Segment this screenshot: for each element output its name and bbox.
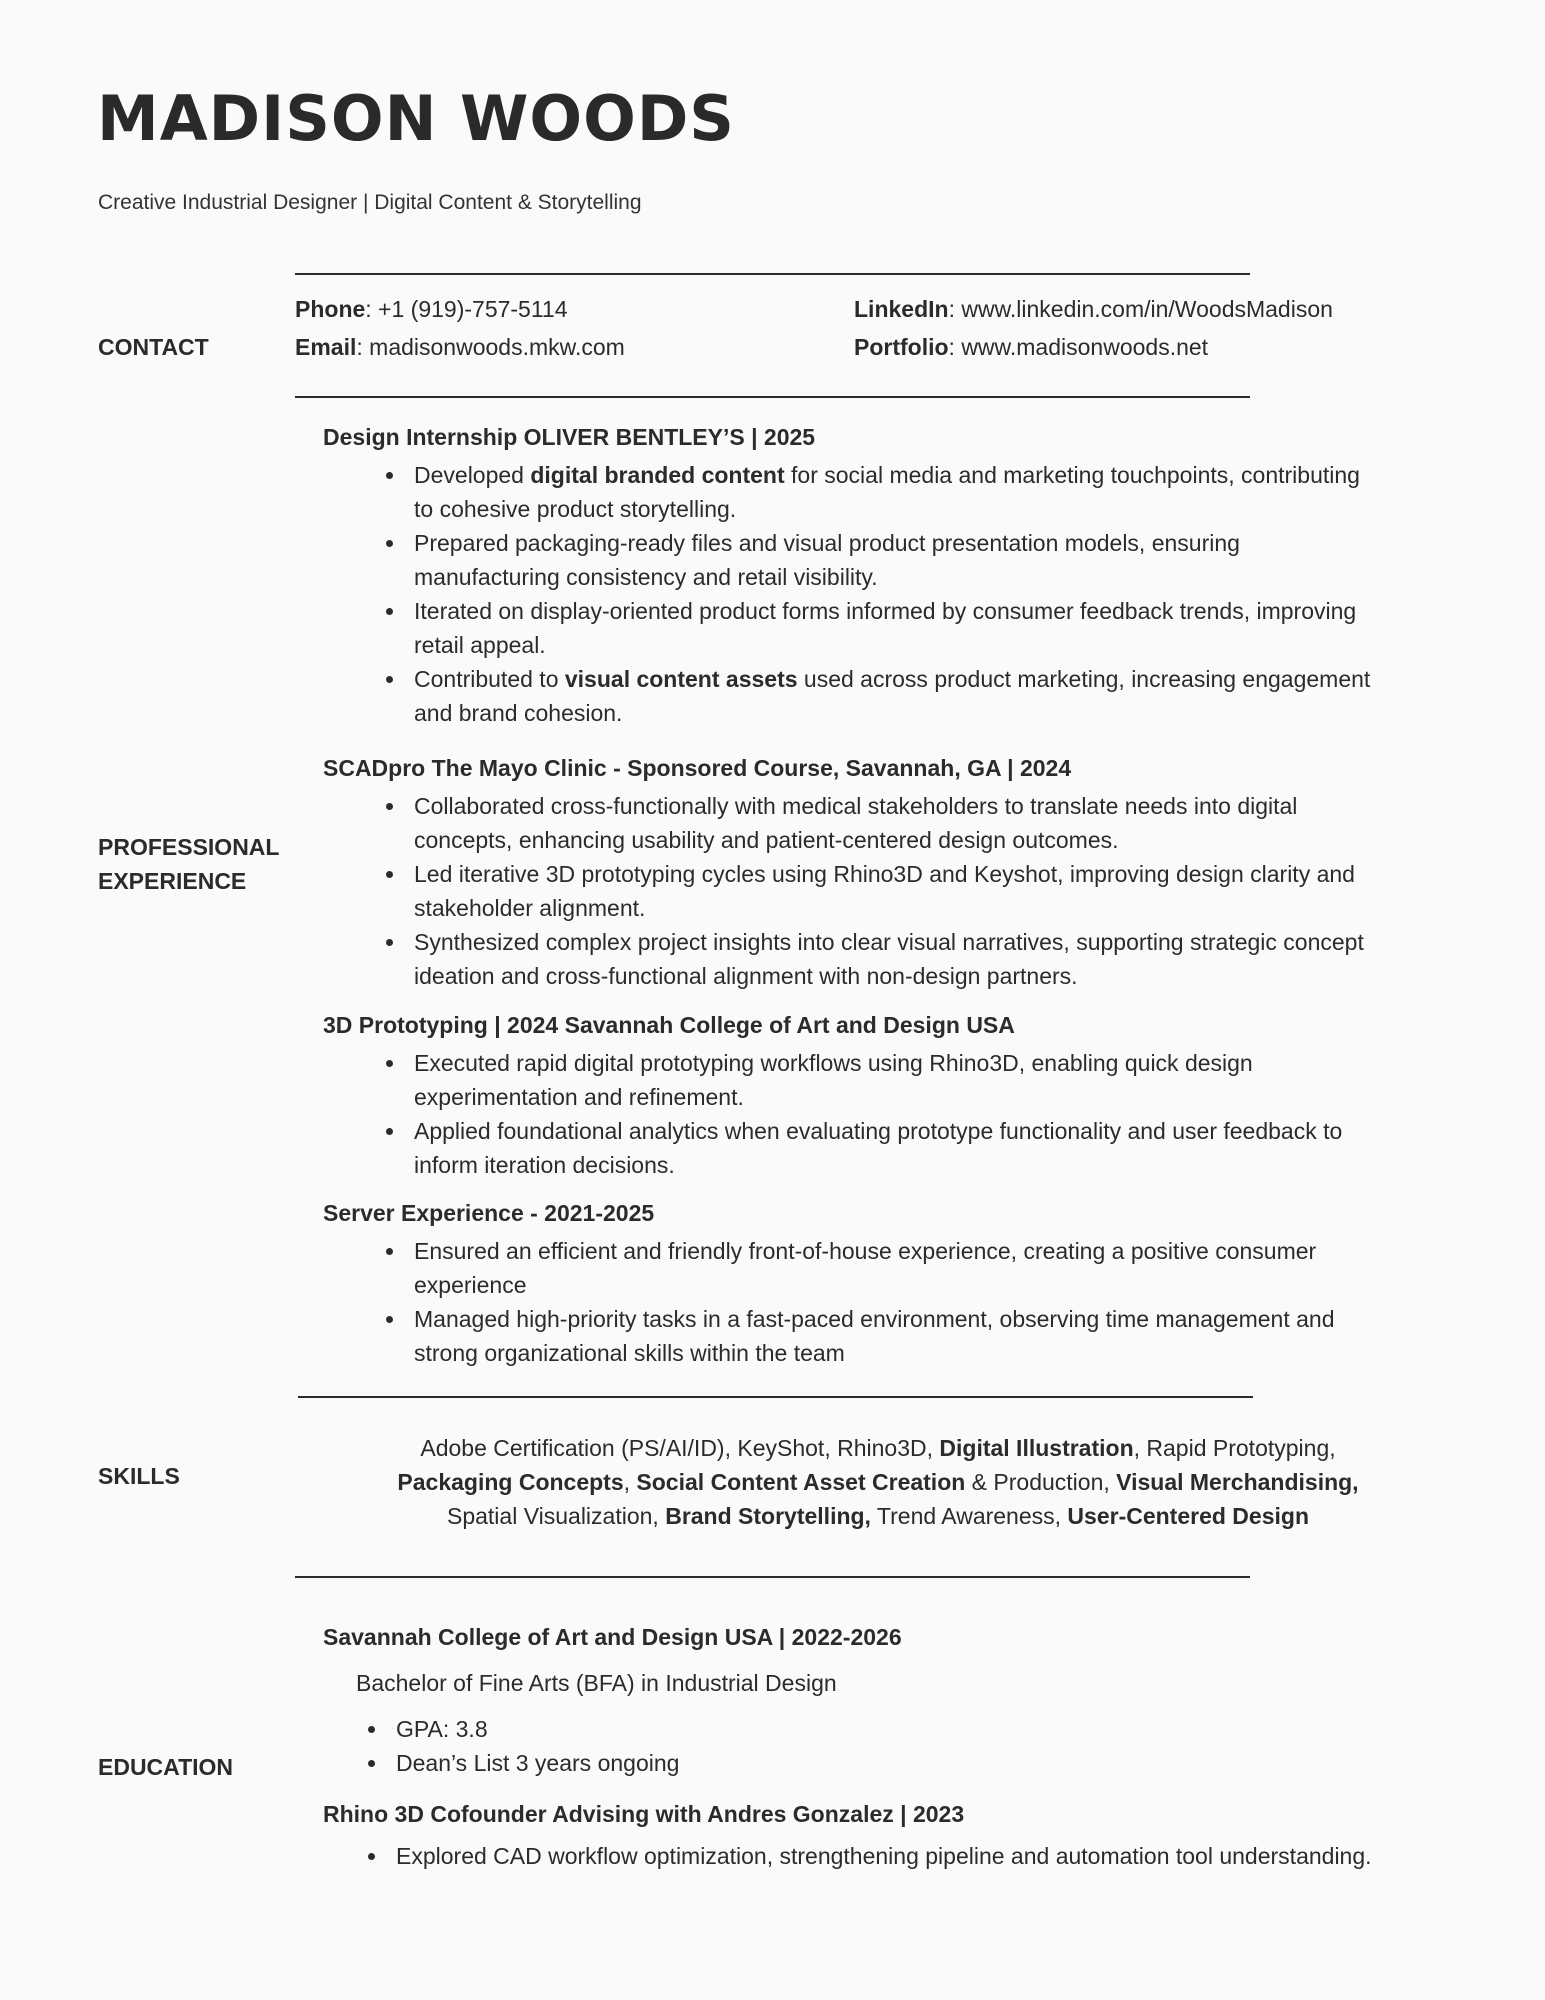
education-bullet: Explored CAD workflow optimization, strengthening pipeline and automation tool understanding. [396,1839,1373,1873]
skill-text: Trend Awareness, [870,1503,1068,1529]
candidate-name: MADISON WOODS [97,82,735,155]
education-entry [323,1620,1373,1780]
job-bullet: Developed digital branded content for social media and marketing touchpoints, contributing to cohesive product storytelling. [414,458,1373,526]
education-bullets [323,1712,1373,1780]
job-bullets [323,458,1373,730]
job-bullet: Contributed to visual content assets used across product marketing, increasing engagement and brand cohesion. [414,662,1373,730]
portfolio-value: : www.madisonwoods.net [948,334,1209,360]
skill-text: Adobe Certification (PS/AI/ID), KeyShot, Rhino3D, [420,1435,940,1461]
skill-text: Visual Merchandising, [1116,1469,1359,1495]
job-entry [323,1008,1373,1182]
phone-value: : +1 (919)-757-5114 [365,296,568,322]
skills-label: SKILLS [98,1463,180,1489]
education-bullet: Dean’s List 3 years ongoing [396,1746,1373,1780]
job-bullet: Executed rapid digital prototyping workflows using Rhino3D, enabling quick design experimentation and refinement. [414,1046,1373,1114]
email-line [295,328,625,366]
education-entry [323,1797,1373,1873]
divider [298,1396,1253,1398]
linkedin-value: : www.linkedin.com/in/WoodsMadison [948,296,1333,322]
advising-title: Rhino 3D Cofounder Advising with Andres Gonzalez | 2023 [323,1801,965,1827]
job-title: 3D Prototyping | 2024 Savannah College of Art and Design USA [323,1012,1015,1038]
portfolio-label: Portfolio [854,334,949,360]
divider [295,1576,1250,1578]
experience-label-line2: EXPERIENCE [98,868,247,894]
education-bullets [323,1839,1373,1873]
job-bullet: Ensured an efficient and friendly front-of-house experience, creating a positive consumer experience [414,1234,1373,1302]
skill-text: Brand Storytelling, [665,1503,871,1529]
divider [295,273,1250,275]
job-bullet: Prepared packaging-ready files and visual product presentation models, ensuring manufacturing consistency and retail visibility. [414,526,1373,594]
phone-line [295,290,568,328]
skill-text: , Rapid Prototyping, [1133,1435,1336,1461]
job-title: SCADpro The Mayo Clinic - Sponsored Course, Savannah, GA | 2024 [323,755,1072,781]
job-bullets [323,1046,1373,1182]
degree: Bachelor of Fine Arts (BFA) in Industrial Design [356,1670,837,1696]
job-entry [323,420,1373,730]
linkedin-line [854,290,1333,328]
skill-text: Spatial Visualization, [446,1503,666,1529]
job-entry [323,751,1373,993]
skill-text: Social Content Asset Creation [636,1469,966,1495]
tagline: Creative Industrial Designer | Digital Content & Storytelling [98,191,642,214]
divider [295,396,1250,398]
email-label: Email [295,334,357,360]
phone-label: Phone [295,296,366,322]
job-bullet: Applied foundational analytics when evaluating prototype functionality and user feedback to inform iteration decisions. [414,1114,1373,1182]
experience-label [98,830,279,898]
job-title: Design Internship OLIVER BENTLEY’S | 2025 [323,424,816,450]
linkedin-label: LinkedIn [854,296,949,322]
job-bullet: Led iterative 3D prototyping cycles using Rhino3D and Keyshot, improving design clarity and stakeholder alignment. [414,857,1373,925]
education-label: EDUCATION [98,1754,234,1780]
skill-text: Digital Illustration [939,1435,1134,1461]
skill-text: Packaging Concepts [397,1469,624,1495]
skill-text: , [623,1469,637,1495]
email-value: : madisonwoods.mkw.com [356,334,625,360]
skill-text: User-Centered Design [1067,1503,1309,1529]
job-entry [323,1196,1373,1370]
job-bullet: Managed high-priority tasks in a fast-paced environment, observing time management and strong organizational skills within the team [414,1302,1373,1370]
job-bullets [323,1234,1373,1370]
contact-label: CONTACT [98,334,209,360]
school-title: Savannah College of Art and Design USA | 2022-2026 [323,1624,902,1650]
experience-label-line1: PROFESSIONAL [98,834,280,860]
job-bullet: Iterated on display-oriented product forms informed by consumer feedback trends, improving retail appeal. [414,594,1373,662]
job-bullets [323,789,1373,993]
portfolio-line [854,328,1208,366]
skill-text: & Production, [965,1469,1117,1495]
job-bullet: Synthesized complex project insights into clear visual narratives, supporting strategic concept ideation and cross-functional alignment with non-design partners. [414,925,1373,993]
education-bullet: GPA: 3.8 [396,1712,1373,1746]
skills-list [323,1431,1433,1533]
job-bullet: Collaborated cross-functionally with medical stakeholders to translate needs into digital concepts, enhancing usability and patient-centered design outcomes. [414,789,1373,857]
job-title: Server Experience - 2021-2025 [323,1200,655,1226]
